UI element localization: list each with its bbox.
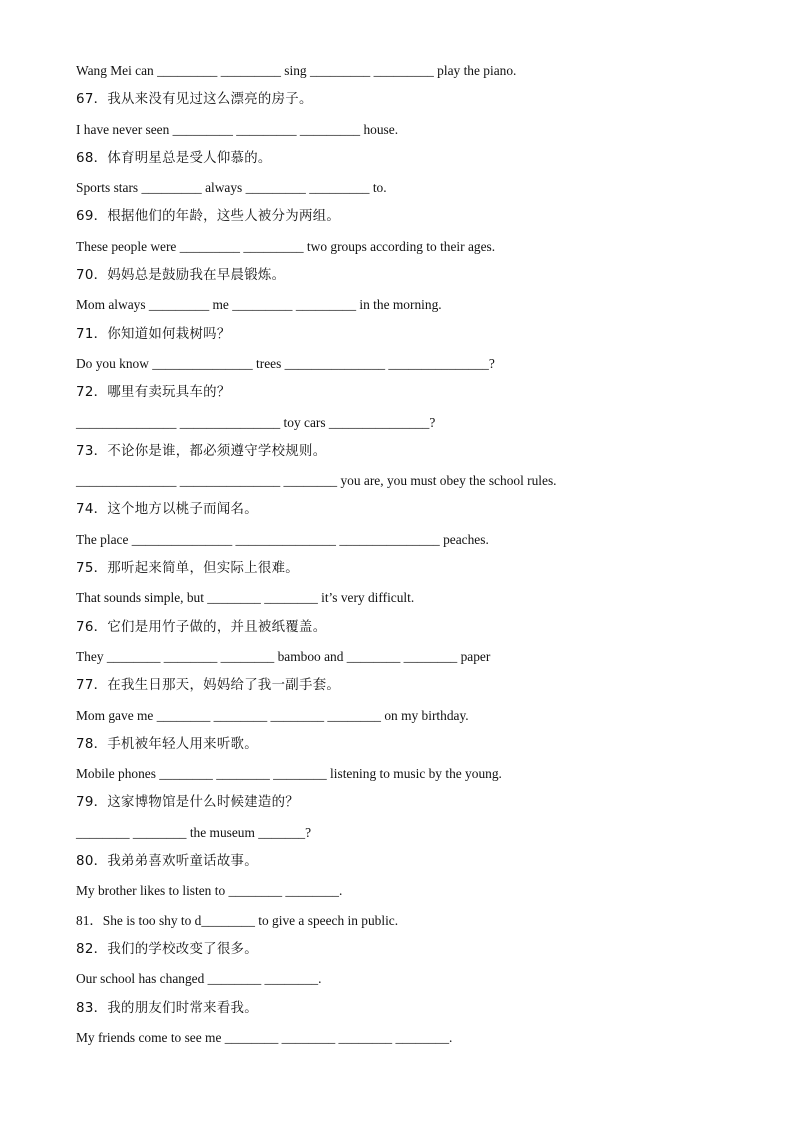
answer-line-76: They ________ ________ ________ bamboo and ________ ________ paper — [76, 648, 491, 664]
question-68-prompt: 68．体育明星总是受人仰慕的。 — [76, 150, 272, 166]
answer-line-77: Mom gave me ________ ________ ________ ________ on my birthday. — [76, 707, 469, 723]
worksheet-page — [76, 56, 756, 1052]
answer-line-74: The place _______________ _______________ _______________ peaches. — [76, 531, 489, 547]
question-78-prompt: 78．手机被年轻人用来听歌。 — [76, 736, 258, 752]
question-81-line: 81．She is too shy to d________ to give a speech in public. — [76, 912, 399, 928]
question-71-prompt: 71．你知道如何栽树吗？ — [76, 326, 231, 342]
question-77-prompt: 77．在我生日那天，妈妈给了我一副手套。 — [76, 678, 341, 694]
answer-line-71: Do you know _______________ trees _______________ _______________? — [76, 355, 495, 371]
answer-line-83: My friends come to see me ________ ________ ________ ________. — [76, 1029, 453, 1045]
answer-line-78: Mobile phones ________ ________ ________ listening to music by the young. — [76, 766, 502, 782]
answer-line-82: Our school has changed ________ ________. — [76, 971, 322, 987]
question-74-prompt: 74．这个地方以桃子而闻名。 — [76, 502, 258, 518]
question-79-prompt: 79．这家博物馆是什么时候建造的？ — [76, 795, 299, 811]
question-76-prompt: 76．它们是用竹子做的，并且被纸覆盖。 — [76, 619, 327, 635]
answer-line-75: That sounds simple, but ________ ________ it’s very difficult. — [76, 590, 415, 606]
question-73-prompt: 73．不论你是谁，都必须遵守学校规则。 — [76, 443, 327, 459]
question-82-prompt: 82．我们的学校改变了很多。 — [76, 941, 258, 957]
answer-line-69: These people were _________ _________ two groups according to their ages. — [76, 238, 496, 254]
question-67-prompt: 67．我从来没有见过这么漂亮的房子。 — [76, 92, 313, 108]
answer-line-79: ________ ________ the museum _______? — [76, 824, 312, 840]
answer-line-68: Sports stars _________ always _________ _________ to. — [76, 180, 387, 196]
question-69-prompt: 69．根据他们的年龄，这些人被分为两组。 — [76, 209, 341, 225]
question-72-prompt: 72．哪里有卖玩具车的？ — [76, 385, 231, 401]
answer-line-72: _______________ _______________ toy cars _______________? — [76, 414, 436, 430]
question-80-prompt: 80．我弟弟喜欢听童话故事。 — [76, 854, 258, 870]
answer-line-73: _______________ _______________ ________ you are, you must obey the school rules. — [76, 473, 557, 489]
question-83-prompt: 83．我的朋友们时常来看我。 — [76, 1000, 258, 1016]
question-75-prompt: 75．那听起来简单，但实际上很难。 — [76, 561, 299, 577]
question-70-prompt: 70．妈妈总是鼓励我在早晨锻炼。 — [76, 268, 286, 284]
answer-line-70: Mom always _________ me _________ _________ in the morning. — [76, 297, 442, 313]
answer-line-80: My brother likes to listen to ________ ________. — [76, 883, 343, 899]
answer-line-66: Wang Mei can _________ _________ sing _________ _________ play the piano. — [76, 63, 517, 78]
answer-line-67: I have never seen _________ _________ _________ house. — [76, 121, 399, 137]
